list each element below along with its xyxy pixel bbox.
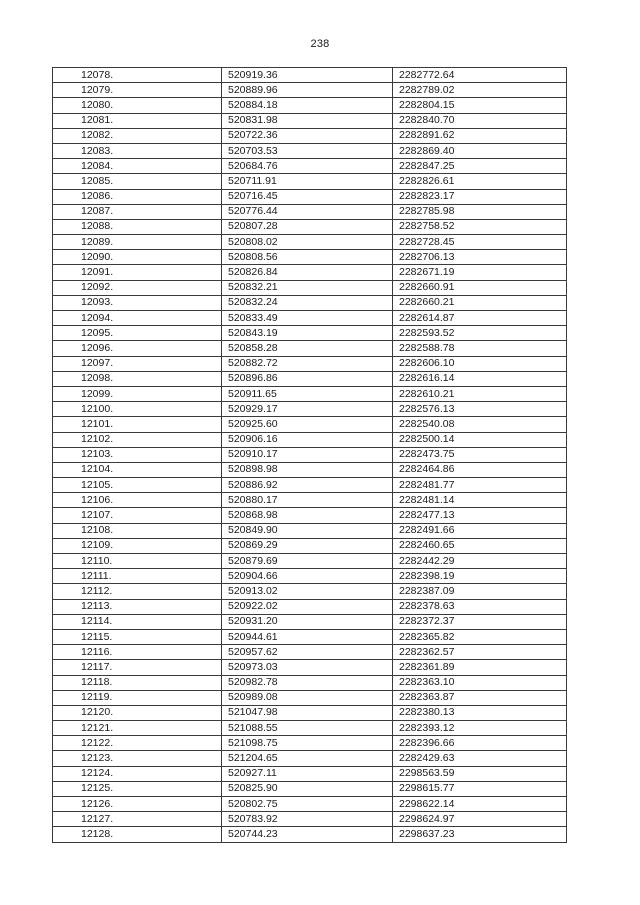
x-coordinate-cell: 520869.29	[222, 538, 393, 553]
x-coordinate-cell: 520807.28	[222, 219, 393, 234]
table-row	[53, 265, 567, 280]
table-row	[53, 493, 567, 508]
y-coordinate-cell: 2282429.63	[393, 751, 567, 766]
point-number-cell: 12116.	[53, 645, 222, 660]
point-number-cell: 12123.	[53, 751, 222, 766]
table-row	[53, 827, 567, 842]
y-coordinate-cell: 2282610.21	[393, 386, 567, 401]
table-row	[53, 508, 567, 523]
x-coordinate-cell: 520925.60	[222, 417, 393, 432]
x-coordinate-cell: 520927.11	[222, 766, 393, 781]
y-coordinate-cell: 2298637.23	[393, 827, 567, 842]
y-coordinate-cell: 2282606.10	[393, 356, 567, 371]
point-number-cell: 12099.	[53, 386, 222, 401]
x-coordinate-cell: 520802.75	[222, 797, 393, 812]
point-number-cell: 12121.	[53, 721, 222, 736]
table-row	[53, 235, 567, 250]
point-number-cell: 12084.	[53, 159, 222, 174]
y-coordinate-cell: 2282671.19	[393, 265, 567, 280]
y-coordinate-cell: 2282363.87	[393, 690, 567, 705]
y-coordinate-cell: 2282869.40	[393, 143, 567, 158]
x-coordinate-cell: 520982.78	[222, 675, 393, 690]
table-row	[53, 538, 567, 553]
x-coordinate-cell: 520896.86	[222, 371, 393, 386]
x-coordinate-cell: 521047.98	[222, 705, 393, 720]
table-row	[53, 781, 567, 796]
point-number-cell: 12092.	[53, 280, 222, 295]
x-coordinate-cell: 520879.69	[222, 554, 393, 569]
table-row	[53, 174, 567, 189]
point-number-cell: 12087.	[53, 204, 222, 219]
point-number-cell: 12091.	[53, 265, 222, 280]
y-coordinate-cell: 2282460.65	[393, 538, 567, 553]
point-number-cell: 12105.	[53, 478, 222, 493]
table-row	[53, 569, 567, 584]
point-number-cell: 12127.	[53, 812, 222, 827]
y-coordinate-cell: 2282387.09	[393, 584, 567, 599]
x-coordinate-cell: 520776.44	[222, 204, 393, 219]
table-row	[53, 113, 567, 128]
coordinates-table	[52, 67, 567, 843]
point-number-cell: 12111.	[53, 569, 222, 584]
y-coordinate-cell: 2298615.77	[393, 781, 567, 796]
table-row	[53, 204, 567, 219]
x-coordinate-cell: 520911.65	[222, 386, 393, 401]
point-number-cell: 12114.	[53, 614, 222, 629]
x-coordinate-cell: 520919.36	[222, 68, 393, 83]
y-coordinate-cell: 2282840.70	[393, 113, 567, 128]
table-row	[53, 660, 567, 675]
point-number-cell: 12082.	[53, 128, 222, 143]
point-number-cell: 12106.	[53, 493, 222, 508]
table-row	[53, 751, 567, 766]
point-number-cell: 12081.	[53, 113, 222, 128]
x-coordinate-cell: 520931.20	[222, 614, 393, 629]
x-coordinate-cell: 520913.02	[222, 584, 393, 599]
y-coordinate-cell: 2282363.10	[393, 675, 567, 690]
x-coordinate-cell: 520957.62	[222, 645, 393, 660]
point-number-cell: 12125.	[53, 781, 222, 796]
y-coordinate-cell: 2282706.13	[393, 250, 567, 265]
table-row	[53, 554, 567, 569]
table-row	[53, 614, 567, 629]
x-coordinate-cell: 520716.45	[222, 189, 393, 204]
x-coordinate-cell: 520910.17	[222, 447, 393, 462]
y-coordinate-cell: 2282481.77	[393, 478, 567, 493]
x-coordinate-cell: 521088.55	[222, 721, 393, 736]
y-coordinate-cell: 2282398.19	[393, 569, 567, 584]
point-number-cell: 12100.	[53, 402, 222, 417]
y-coordinate-cell: 2282481.14	[393, 493, 567, 508]
point-number-cell: 12124.	[53, 766, 222, 781]
table-row	[53, 447, 567, 462]
x-coordinate-cell: 520831.98	[222, 113, 393, 128]
point-number-cell: 12095.	[53, 326, 222, 341]
x-coordinate-cell: 520832.24	[222, 295, 393, 310]
point-number-cell: 12089.	[53, 235, 222, 250]
table-row	[53, 705, 567, 720]
y-coordinate-cell: 2282365.82	[393, 629, 567, 644]
x-coordinate-cell: 520722.36	[222, 128, 393, 143]
table-row	[53, 189, 567, 204]
table-row	[53, 159, 567, 174]
point-number-cell: 12085.	[53, 174, 222, 189]
point-number-cell: 12104.	[53, 462, 222, 477]
y-coordinate-cell: 2282891.62	[393, 128, 567, 143]
x-coordinate-cell: 520783.92	[222, 812, 393, 827]
coordinates-table-body	[53, 68, 567, 843]
y-coordinate-cell: 2282372.37	[393, 614, 567, 629]
x-coordinate-cell: 520843.19	[222, 326, 393, 341]
table-row	[53, 98, 567, 113]
y-coordinate-cell: 2282823.17	[393, 189, 567, 204]
y-coordinate-cell: 2282491.66	[393, 523, 567, 538]
x-coordinate-cell: 520684.76	[222, 159, 393, 174]
x-coordinate-cell: 521204.65	[222, 751, 393, 766]
point-number-cell: 12128.	[53, 827, 222, 842]
y-coordinate-cell: 2282362.57	[393, 645, 567, 660]
table-row	[53, 478, 567, 493]
point-number-cell: 12103.	[53, 447, 222, 462]
y-coordinate-cell: 2282540.08	[393, 417, 567, 432]
y-coordinate-cell: 2282728.45	[393, 235, 567, 250]
x-coordinate-cell: 520808.02	[222, 235, 393, 250]
point-number-cell: 12113.	[53, 599, 222, 614]
point-number-cell: 12108.	[53, 523, 222, 538]
x-coordinate-cell: 520808.56	[222, 250, 393, 265]
x-coordinate-cell: 520826.84	[222, 265, 393, 280]
table-row	[53, 812, 567, 827]
table-row	[53, 462, 567, 477]
x-coordinate-cell: 521098.75	[222, 736, 393, 751]
table-row	[53, 690, 567, 705]
table-row	[53, 402, 567, 417]
x-coordinate-cell: 520989.08	[222, 690, 393, 705]
x-coordinate-cell: 520880.17	[222, 493, 393, 508]
table-row	[53, 523, 567, 538]
x-coordinate-cell: 520904.66	[222, 569, 393, 584]
x-coordinate-cell: 520711.91	[222, 174, 393, 189]
x-coordinate-cell: 520884.18	[222, 98, 393, 113]
x-coordinate-cell: 520833.49	[222, 311, 393, 326]
table-row	[53, 629, 567, 644]
table-row	[53, 371, 567, 386]
table-row	[53, 143, 567, 158]
point-number-cell: 12110.	[53, 554, 222, 569]
x-coordinate-cell: 520886.92	[222, 478, 393, 493]
point-number-cell: 12079.	[53, 83, 222, 98]
point-number-cell: 12118.	[53, 675, 222, 690]
point-number-cell: 12093.	[53, 295, 222, 310]
y-coordinate-cell: 2282588.78	[393, 341, 567, 356]
table-row	[53, 341, 567, 356]
table-row	[53, 128, 567, 143]
point-number-cell: 12117.	[53, 660, 222, 675]
point-number-cell: 12086.	[53, 189, 222, 204]
point-number-cell: 12115.	[53, 629, 222, 644]
y-coordinate-cell: 2282380.13	[393, 705, 567, 720]
y-coordinate-cell: 2282393.12	[393, 721, 567, 736]
y-coordinate-cell: 2282789.02	[393, 83, 567, 98]
y-coordinate-cell: 2282804.15	[393, 98, 567, 113]
y-coordinate-cell: 2282500.14	[393, 432, 567, 447]
table-row	[53, 766, 567, 781]
table-row	[53, 797, 567, 812]
y-coordinate-cell: 2282396.66	[393, 736, 567, 751]
point-number-cell: 12090.	[53, 250, 222, 265]
table-row	[53, 219, 567, 234]
x-coordinate-cell: 520744.23	[222, 827, 393, 842]
y-coordinate-cell: 2282614.87	[393, 311, 567, 326]
point-number-cell: 12096.	[53, 341, 222, 356]
point-number-cell: 12078.	[53, 68, 222, 83]
point-number-cell: 12083.	[53, 143, 222, 158]
x-coordinate-cell: 520882.72	[222, 356, 393, 371]
x-coordinate-cell: 520832.21	[222, 280, 393, 295]
y-coordinate-cell: 2282660.21	[393, 295, 567, 310]
x-coordinate-cell: 520858.28	[222, 341, 393, 356]
point-number-cell: 12098.	[53, 371, 222, 386]
table-row	[53, 721, 567, 736]
table-row	[53, 675, 567, 690]
x-coordinate-cell: 520898.98	[222, 462, 393, 477]
table-row	[53, 311, 567, 326]
point-number-cell: 12107.	[53, 508, 222, 523]
point-number-cell: 12126.	[53, 797, 222, 812]
y-coordinate-cell: 2282477.13	[393, 508, 567, 523]
x-coordinate-cell: 520973.03	[222, 660, 393, 675]
y-coordinate-cell: 2298624.97	[393, 812, 567, 827]
table-row	[53, 250, 567, 265]
point-number-cell: 12101.	[53, 417, 222, 432]
y-coordinate-cell: 2282442.29	[393, 554, 567, 569]
x-coordinate-cell: 520825.90	[222, 781, 393, 796]
table-row	[53, 645, 567, 660]
y-coordinate-cell: 2282473.75	[393, 447, 567, 462]
table-row	[53, 599, 567, 614]
y-coordinate-cell: 2282361.89	[393, 660, 567, 675]
point-number-cell: 12080.	[53, 98, 222, 113]
x-coordinate-cell: 520906.16	[222, 432, 393, 447]
point-number-cell: 12109.	[53, 538, 222, 553]
y-coordinate-cell: 2282660.91	[393, 280, 567, 295]
y-coordinate-cell: 2282576.13	[393, 402, 567, 417]
point-number-cell: 12112.	[53, 584, 222, 599]
table-row	[53, 386, 567, 401]
table-row	[53, 736, 567, 751]
x-coordinate-cell: 520868.98	[222, 508, 393, 523]
table-row	[53, 584, 567, 599]
y-coordinate-cell: 2282593.52	[393, 326, 567, 341]
point-number-cell: 12097.	[53, 356, 222, 371]
point-number-cell: 12102.	[53, 432, 222, 447]
y-coordinate-cell: 2282785.98	[393, 204, 567, 219]
y-coordinate-cell: 2282826.61	[393, 174, 567, 189]
point-number-cell: 12119.	[53, 690, 222, 705]
y-coordinate-cell: 2282464.86	[393, 462, 567, 477]
table-row	[53, 326, 567, 341]
y-coordinate-cell: 2282378.63	[393, 599, 567, 614]
point-number-cell: 12120.	[53, 705, 222, 720]
x-coordinate-cell: 520922.02	[222, 599, 393, 614]
point-number-cell: 12094.	[53, 311, 222, 326]
y-coordinate-cell: 2282616.14	[393, 371, 567, 386]
table-row	[53, 280, 567, 295]
table-row	[53, 295, 567, 310]
x-coordinate-cell: 520944.61	[222, 629, 393, 644]
y-coordinate-cell: 2282772.64	[393, 68, 567, 83]
point-number-cell: 12088.	[53, 219, 222, 234]
x-coordinate-cell: 520929.17	[222, 402, 393, 417]
table-row	[53, 83, 567, 98]
point-number-cell: 12122.	[53, 736, 222, 751]
y-coordinate-cell: 2282847.25	[393, 159, 567, 174]
x-coordinate-cell: 520703.53	[222, 143, 393, 158]
y-coordinate-cell: 2298622.14	[393, 797, 567, 812]
x-coordinate-cell: 520849.90	[222, 523, 393, 538]
x-coordinate-cell: 520889.96	[222, 83, 393, 98]
y-coordinate-cell: 2282758.52	[393, 219, 567, 234]
table-row	[53, 68, 567, 83]
table-row	[53, 432, 567, 447]
table-row	[53, 417, 567, 432]
table-row	[53, 356, 567, 371]
y-coordinate-cell: 2298563.59	[393, 766, 567, 781]
page-number: 238	[310, 38, 330, 50]
